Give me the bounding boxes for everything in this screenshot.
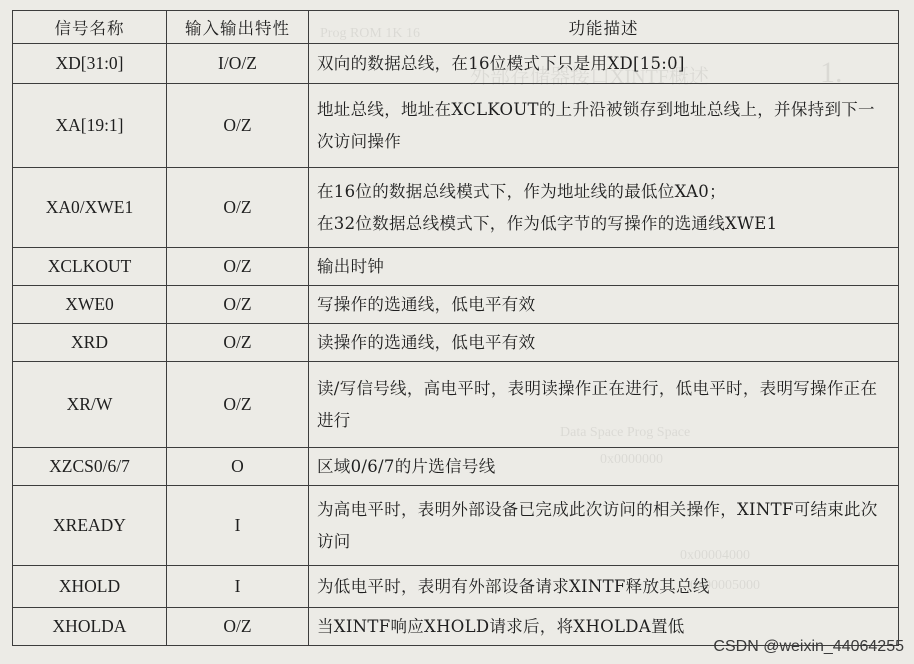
header-io-type: 输入输出特性	[167, 11, 309, 44]
table-row	[13, 84, 899, 168]
signal-name: XCLKOUT	[13, 248, 167, 286]
signal-description: 输出时钟	[309, 248, 899, 286]
csdn-watermark: CSDN @weixin_44064255	[713, 638, 904, 655]
signal-name: XHOLD	[13, 566, 167, 608]
table-row	[13, 362, 899, 448]
io-type: O/Z	[167, 248, 309, 286]
signal-name: XD[31:0]	[13, 44, 167, 84]
signal-description: 为低电平时，表明有外部设备请求XINTF释放其总线	[309, 566, 899, 608]
table-row	[13, 566, 899, 608]
header-signal-name: 信号名称	[13, 11, 167, 44]
signal-name: XA0/XWE1	[13, 168, 167, 248]
signal-description: 在16位的数据总线模式下，作为地址线的最低位XA0； 在32位数据总线模式下，作为低字节的写操作的选通线XWE1	[309, 168, 899, 248]
signal-table	[12, 10, 899, 646]
table-row	[13, 448, 899, 486]
io-type: I	[167, 566, 309, 608]
signal-description: 读操作的选通线，低电平有效	[309, 324, 899, 362]
signal-name: XZCS0/6/7	[13, 448, 167, 486]
table-row	[13, 168, 899, 248]
signal-name: XWE0	[13, 286, 167, 324]
table-header-row	[13, 11, 899, 44]
signal-description: 双向的数据总线，在16位模式下只是用XD[15:0]	[309, 44, 899, 84]
signal-name: XREADY	[13, 486, 167, 566]
signal-name: XR/W	[13, 362, 167, 448]
io-type: O/Z	[167, 84, 309, 168]
signal-description: 当XINTF响应XHOLD请求后，将XHOLDA置低	[309, 608, 899, 646]
io-type: O/Z	[167, 362, 309, 448]
signal-description: 地址总线，地址在XCLKOUT的上升沿被锁存到地址总线上，并保持到下一次访问操作	[309, 84, 899, 168]
table-row	[13, 324, 899, 362]
table-row	[13, 286, 899, 324]
io-type: I/O/Z	[167, 44, 309, 84]
io-type: I	[167, 486, 309, 566]
signal-name: XHOLDA	[13, 608, 167, 646]
signal-name: XA[19:1]	[13, 84, 167, 168]
io-type: O/Z	[167, 168, 309, 248]
io-type: O/Z	[167, 286, 309, 324]
signal-description: 为高电平时，表明外部设备已完成此次访问的相关操作，XINTF可结束此次访问	[309, 486, 899, 566]
io-type: O/Z	[167, 608, 309, 646]
signal-description: 区域0/6/7的片选信号线	[309, 448, 899, 486]
signal-description: 写操作的选通线，低电平有效	[309, 286, 899, 324]
signal-name: XRD	[13, 324, 167, 362]
table-row	[13, 44, 899, 84]
table-row	[13, 486, 899, 566]
io-type: O	[167, 448, 309, 486]
io-type: O/Z	[167, 324, 309, 362]
header-description: 功能描述	[309, 11, 899, 44]
signal-description: 读/写信号线，高电平时，表明读操作正在进行，低电平时，表明写操作正在进行	[309, 362, 899, 448]
table-row	[13, 248, 899, 286]
